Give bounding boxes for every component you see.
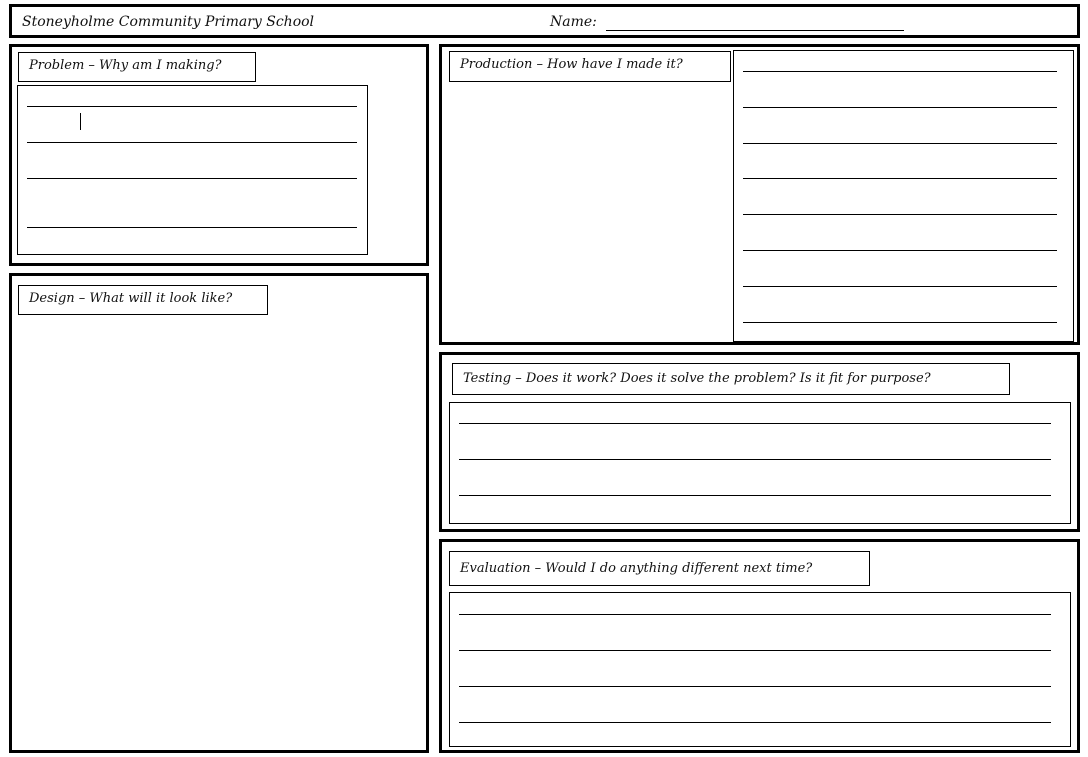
problem-title: Problem – Why am I making? [18, 52, 256, 82]
writing-line[interactable] [459, 686, 1051, 687]
testing-title: Testing – Does it work? Does it solve the problem? Is it fit for purpose? [452, 363, 1010, 395]
writing-line[interactable] [743, 107, 1057, 108]
writing-line[interactable] [743, 178, 1057, 179]
writing-line[interactable] [459, 423, 1051, 424]
writing-line[interactable] [743, 71, 1057, 72]
writing-line[interactable] [743, 286, 1057, 287]
production-answer-box[interactable] [733, 50, 1074, 342]
header-bar [9, 4, 1080, 38]
name-label: Name: [550, 14, 597, 30]
writing-line[interactable] [27, 106, 357, 107]
writing-line[interactable] [27, 142, 357, 143]
design-title: Design – What will it look like? [18, 285, 268, 315]
evaluation-title: Evaluation – Would I do anything different next time? [449, 551, 870, 586]
writing-line[interactable] [459, 495, 1051, 496]
writing-line[interactable] [743, 143, 1057, 144]
evaluation-section [439, 539, 1080, 753]
writing-line[interactable] [459, 614, 1051, 615]
evaluation-answer-box[interactable] [449, 592, 1071, 747]
writing-line[interactable] [459, 722, 1051, 723]
writing-line[interactable] [27, 178, 357, 179]
school-name: Stoneyholme Community Primary School [22, 14, 315, 30]
writing-line[interactable] [27, 227, 357, 228]
production-title: Production – How have I made it? [449, 51, 731, 82]
testing-answer-box[interactable] [449, 402, 1071, 524]
writing-line[interactable] [743, 214, 1057, 215]
testing-section [439, 352, 1080, 532]
problem-answer-box[interactable] [17, 85, 368, 255]
text-cursor [80, 113, 81, 130]
design-section [9, 273, 429, 753]
problem-section [9, 44, 429, 266]
production-section [439, 44, 1080, 345]
writing-line[interactable] [743, 250, 1057, 251]
writing-line[interactable] [743, 322, 1057, 323]
name-field[interactable] [606, 30, 904, 31]
writing-line[interactable] [459, 459, 1051, 460]
writing-line[interactable] [459, 650, 1051, 651]
design-drawing-area[interactable] [18, 321, 420, 741]
